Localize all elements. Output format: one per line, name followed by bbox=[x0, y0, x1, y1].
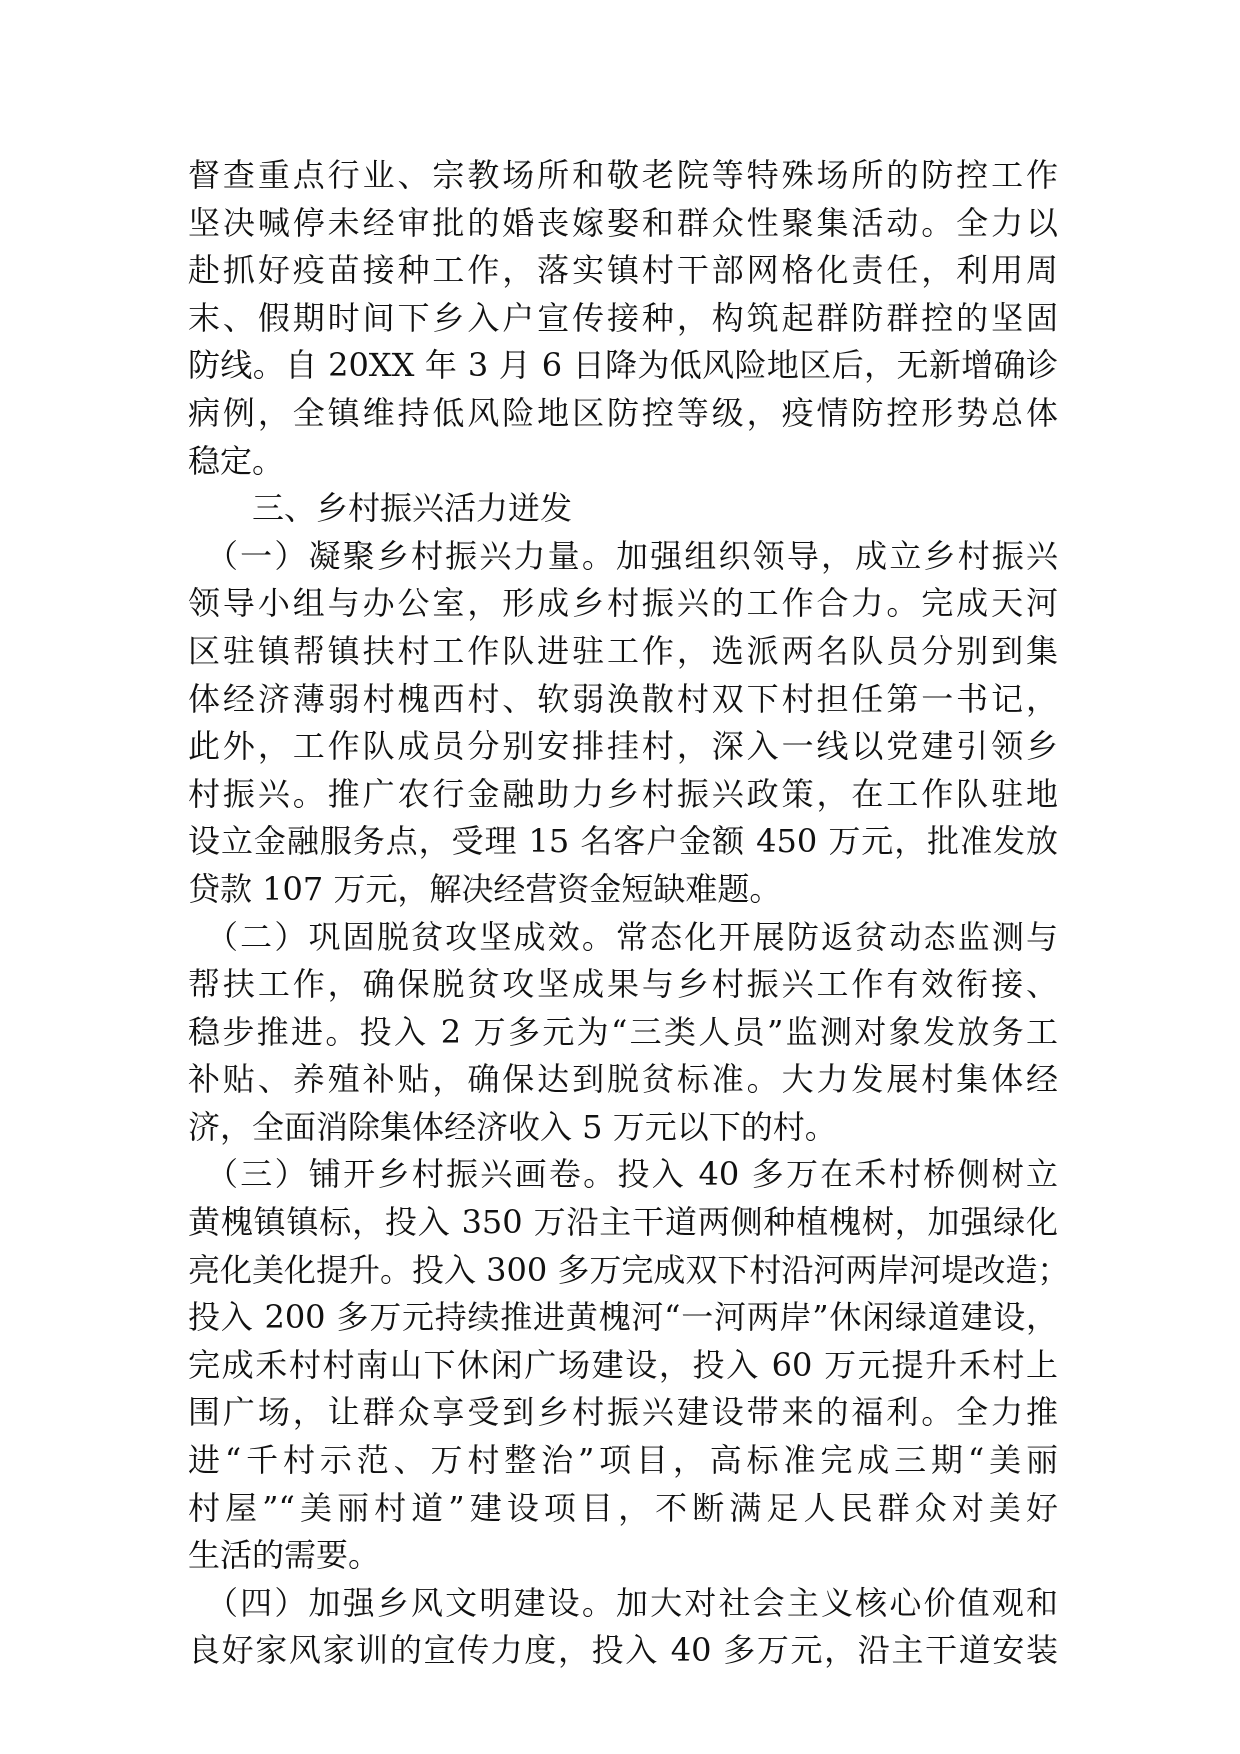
text-line: 区驻镇帮镇扶村工作队进驻工作，选派两名队员分别到集 bbox=[188, 631, 1058, 670]
text-line: 领导小组与办公室，形成乡村振兴的工作合力。完成天河 bbox=[188, 584, 1058, 623]
text-line: 生活的需要。 bbox=[188, 1536, 381, 1575]
text-line: 亮化美化提升。投入 300 多万完成双下村沿河两岸河堤改造； bbox=[188, 1250, 1070, 1289]
text-line: 帮扶工作，确保脱贫攻坚成果与乡村振兴工作有效衔接、 bbox=[188, 965, 1058, 1004]
paragraph-start-line: （四）加强乡风文明建设。加大对社会主义核心价值观和 bbox=[206, 1583, 1058, 1622]
paragraph-start-line: （三）铺开乡村振兴画卷。投入 40 多万在禾村桥侧树立 bbox=[206, 1155, 1058, 1194]
text-line: 坚决喊停未经审批的婚丧嫁娶和群众性聚集活动。全力以 bbox=[188, 203, 1058, 242]
text-line: 稳步推进。投入 2 万多元为“三类人员”监测对象发放务工 bbox=[188, 1012, 1058, 1051]
text-line: 此外，工作队成员分别安排挂村，深入一线以党建引领乡 bbox=[188, 727, 1058, 766]
text-line: 体经济薄弱村槐西村、软弱涣散村双下村担任第一书记， bbox=[188, 679, 1058, 718]
text-line: 黄槐镇镇标，投入 350 万沿主干道两侧种植槐树，加强绿化 bbox=[188, 1203, 1058, 1242]
text-line: 投入 200 多万元持续推进黄槐河“一河两岸”休闲绿道建设， bbox=[188, 1298, 1058, 1337]
text-line: 防线。自 20XX 年 3 月 6 日降为低风险地区后，无新增确诊 bbox=[188, 346, 1058, 385]
section-heading: 三、乡村振兴活力迸发 bbox=[252, 489, 573, 528]
text-line: 良好家风家训的宣传力度，投入 40 多万元，沿主干道安装 bbox=[188, 1631, 1058, 1670]
text-line: 赴抓好疫苗接种工作，落实镇村干部网格化责任，利用周 bbox=[188, 251, 1058, 290]
document-body bbox=[188, 152, 1070, 1675]
text-line: 完成禾村村南山下休闲广场建设，投入 60 万元提升禾村上 bbox=[188, 1345, 1058, 1384]
text-line: 围广场，让群众享受到乡村振兴建设带来的福利。全力推 bbox=[188, 1393, 1058, 1432]
paragraph-start-line: （一）凝聚乡村振兴力量。加强组织领导，成立乡村振兴 bbox=[206, 536, 1058, 575]
text-line: 病例，全镇维持低风险地区防控等级，疫情防控形势总体 bbox=[188, 393, 1058, 432]
text-line: 贷款 107 万元，解决经营资金短缺难题。 bbox=[188, 869, 782, 908]
text-line: 村振兴。推广农行金融助力乡村振兴政策，在工作队驻地 bbox=[188, 774, 1058, 813]
text-line: 设立金融服务点，受理 15 名客户金额 450 万元，批准发放 bbox=[188, 822, 1058, 861]
text-line: 末、假期时间下乡入户宣传接种，构筑起群防群控的坚固 bbox=[188, 298, 1058, 337]
text-line: 进“千村示范、万村整治”项目，高标准完成三期“美丽 bbox=[188, 1441, 1058, 1480]
text-line: 督查重点行业、宗教场所和敬老院等特殊场所的防控工作 bbox=[188, 156, 1058, 194]
text-line: 补贴、养殖补贴，确保达到脱贫标准。大力发展村集体经 bbox=[188, 1060, 1058, 1099]
text-line: 济，全面消除集体经济收入 5 万元以下的村。 bbox=[188, 1107, 837, 1146]
paragraph-start-line: （二）巩固脱贫攻坚成效。常态化开展防返贫动态监测与 bbox=[206, 917, 1058, 956]
text-line: 村屋”“美丽村道”建设项目，不断满足人民群众对美好 bbox=[188, 1488, 1058, 1527]
text-line: 稳定。 bbox=[188, 441, 285, 480]
